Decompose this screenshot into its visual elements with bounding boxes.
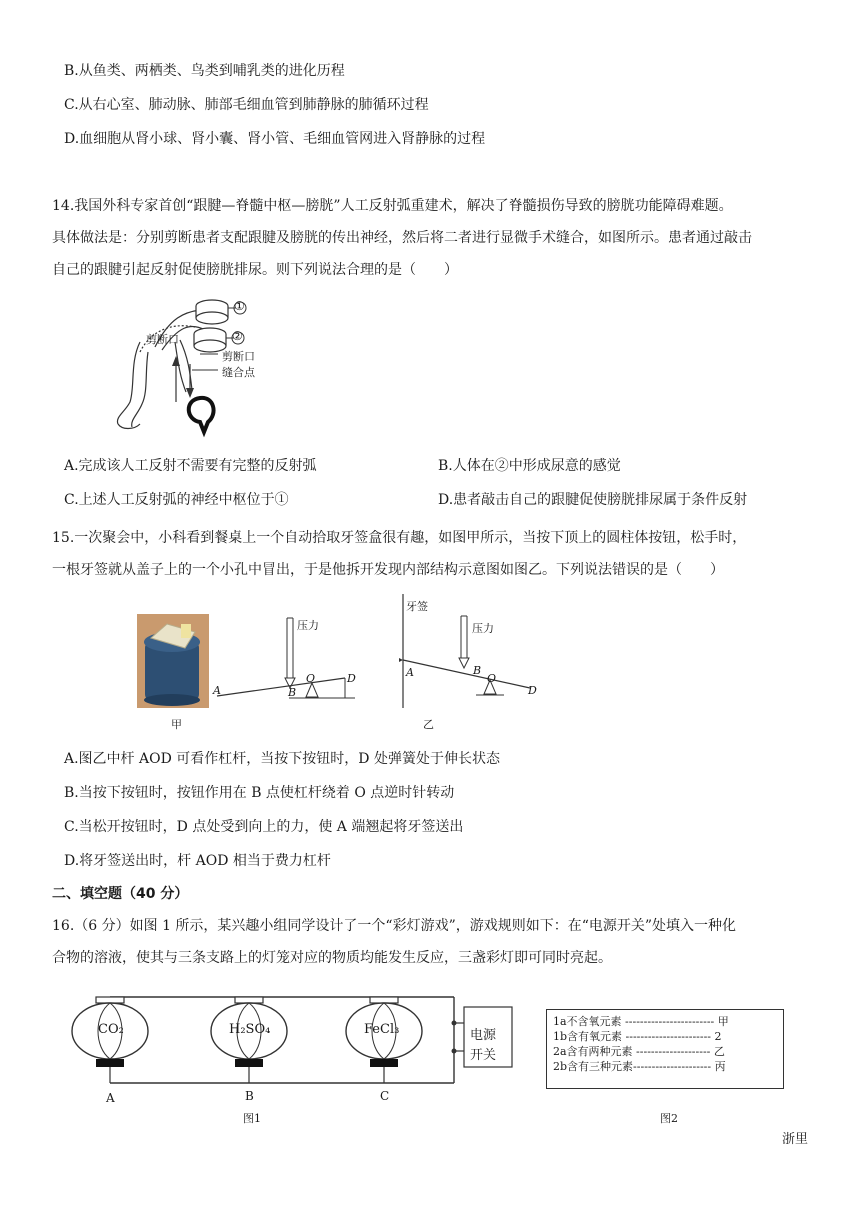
key-row-4: 2b含有三种元素--------------------- 丙 <box>553 1060 726 1073</box>
branch-label-b: B <box>245 1089 254 1103</box>
q14-stem-line-2: 具体做法是：分别剪断患者支配跟腱及膀胱的传出神经，然后将二者进行显微手术缝合，如图所示。患者通过敲击 <box>52 230 752 246</box>
q14-label-cut-left: 剪断口 <box>146 333 179 346</box>
toothpick-box-photo <box>137 614 209 708</box>
yi-point-o: O <box>487 672 497 685</box>
yi-point-d: D <box>528 684 537 697</box>
q15-stem-line-1: 15.一次聚会中，小科看到餐桌上一个自动拾取牙签盒很有趣，如图甲所示，当按下顶上的圆柱体按钮，松手时， <box>52 530 747 546</box>
q14-option-c: C.上述人工反射弧的神经中枢位于① <box>64 492 289 508</box>
q15-option-d: D.将牙签送出时，杆 AOD 相当于费力杠杆 <box>64 853 331 869</box>
lantern-c-formula: FeCl₃ <box>364 1022 400 1037</box>
key-row-1: 1a不含氧元素 ------------------------ 甲 <box>553 1015 729 1028</box>
key-row-2: 1b含有氧元素 ----------------------- 2 <box>553 1030 722 1043</box>
branch-label-c: C <box>380 1089 390 1103</box>
q16-stem-line-1: 16.（6 分）如图 1 所示，某兴趣小组同学设计了一个“彩灯游戏”，游戏规则如下：在“电源开关”处填入一种化 <box>52 918 737 934</box>
q14-reflex-arc-figure <box>100 292 300 442</box>
q16-stem-line-2: 合物的溶液，使其与三条支路上的灯笼对应的物质均能发生反应，三盏彩灯即可同时亮起。 <box>52 950 612 966</box>
classification-key-box <box>546 1009 784 1089</box>
q15-option-b: B.当按下按钮时，按钮作用在 B 点使杠杆绕着 O 点逆时针转动 <box>64 785 455 801</box>
q14-label-1: ① <box>234 299 245 313</box>
lantern-a-formula: CO₂ <box>98 1022 124 1037</box>
jia-point-o: O <box>306 672 316 685</box>
q16-stem <box>52 910 812 974</box>
footer-text: 浙里 <box>781 1132 808 1147</box>
q15-option-c: C.当松开按钮时，D 点处受到向上的力，使 A 端翘起将牙签送出 <box>64 819 464 835</box>
lantern-circuit-figure <box>60 985 520 1095</box>
key-row-3: 2a含有两种元素 -------------------- 乙 <box>553 1045 725 1058</box>
q14-stem-line-3: 自己的跟腱引起反射促使膀胱排尿。则下列说法合理的是（ ） <box>52 262 458 278</box>
jia-point-d: D <box>347 672 356 685</box>
jia-point-a: A <box>213 684 221 697</box>
figure-jia-caption: 甲 <box>171 718 182 731</box>
figure-2-caption: 图2 <box>660 1112 678 1125</box>
q14-label-cut-right: 剪断口 <box>222 350 255 363</box>
q14-option-b: B.人体在②中形成尿意的感觉 <box>438 458 621 474</box>
q13-option-d: D.血细胞从肾小球、肾小囊、肾小管、毛细血管网进入肾静脉的过程 <box>64 131 486 147</box>
q14-stem-line-1: 14.我国外科专家首创“跟腱—脊髓中枢—膀胱”人工反射弧重建术，解决了脊髓损伤导致的膀胱功能障碍难题。 <box>52 198 733 214</box>
yi-point-a: A <box>406 666 414 679</box>
q14-stem <box>52 190 812 286</box>
q15-stem-line-2: 一根牙签就从盖子上的一个小孔中冒出，于是他拆开发现内部结构示意图如图乙。下列说法错误的是（ ） <box>52 562 724 578</box>
figure-yi-caption: 乙 <box>423 718 434 731</box>
q15-stem <box>52 522 812 586</box>
yi-pressure-label: 压力 <box>472 622 494 635</box>
lantern-b-formula: H₂SO₄ <box>229 1022 271 1037</box>
switch-label-line-2: 开关 <box>470 1048 497 1063</box>
figure-1-caption: 图1 <box>243 1112 261 1125</box>
jia-pressure-label: 压力 <box>297 619 319 632</box>
q14-label-suture: 缝合点 <box>222 366 255 379</box>
section-2-title: 二、填空题（40 分） <box>52 886 189 902</box>
switch-label-line-1: 电源 <box>470 1028 497 1043</box>
q14-label-2: ② <box>232 329 243 343</box>
q13-option-c: C.从右心室、肺动脉、肺部毛细血管到肺静脉的肺循环过程 <box>64 97 429 113</box>
q13-option-b: B.从鱼类、两栖类、鸟类到哺乳类的进化历程 <box>64 63 345 79</box>
jia-point-b: B <box>288 686 297 699</box>
yi-point-b: B <box>473 664 482 677</box>
branch-label-a: A <box>106 1091 115 1105</box>
yi-toothpick-label: 牙签 <box>406 600 428 613</box>
q15-option-a: A.图乙中杆 AOD 可看作杠杆，当按下按钮时，D 处弹簧处于伸长状态 <box>64 751 500 767</box>
q14-option-a: A.完成该人工反射不需要有完整的反射弧 <box>64 458 317 474</box>
q14-option-d: D.患者敲击自己的跟腱促使膀胱排尿属于条件反射 <box>438 492 748 508</box>
